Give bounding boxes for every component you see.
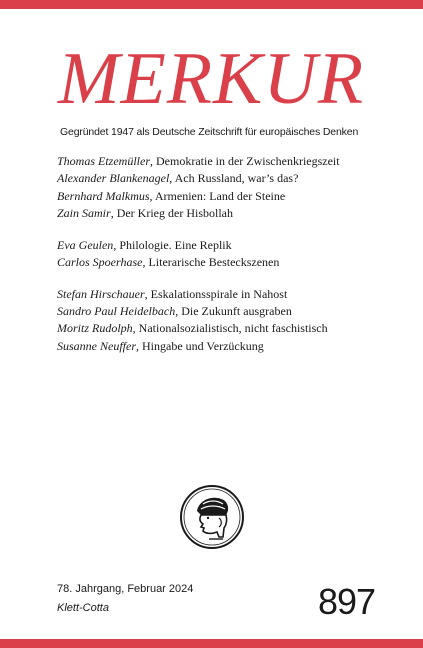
issue-info: 78. Jahrgang, Februar 2024	[57, 583, 194, 595]
toc-entry	[57, 237, 397, 254]
toc-author: Sandro Paul Heidelbach	[57, 304, 176, 319]
toc-entry	[57, 170, 397, 187]
toc-separator: ,	[169, 171, 175, 186]
toc-entry	[57, 254, 397, 271]
toc-group	[57, 153, 397, 222]
toc-separator: ,	[175, 304, 182, 319]
toc-separator: ,	[132, 321, 139, 336]
classical-head-profile-icon	[179, 484, 245, 550]
toc-separator: ,	[113, 237, 120, 252]
toc-group	[57, 237, 397, 272]
toc-separator: ,	[136, 338, 142, 353]
toc-separator: ,	[149, 188, 155, 203]
toc-author: Moritz Rudolph	[57, 321, 133, 336]
toc-author: Stefan Hirschauer	[57, 286, 145, 301]
publisher-name: Klett-Cotta	[57, 602, 109, 614]
toc-title: Philologie. Eine Replik	[119, 237, 232, 252]
toc-title: Armenien: Land der Steine	[154, 188, 286, 203]
issue-number: 897	[318, 581, 376, 622]
toc-separator: ,	[150, 154, 156, 168]
toc-entry	[57, 188, 397, 205]
toc-title: Ach Russland, war’s das?	[174, 171, 299, 186]
toc-title: Der Krieg der Hisbollah	[116, 205, 233, 220]
top-accent-bar	[0, 0, 423, 9]
toc-author: Thomas Etzemüller	[57, 154, 150, 168]
bottom-accent-bar	[0, 639, 423, 648]
toc-entry	[57, 286, 397, 303]
toc-separator: ,	[142, 254, 149, 269]
toc-group	[57, 286, 397, 355]
toc-entry	[57, 303, 397, 320]
magazine-subtitle: Gegründet 1947 als Deutsche Zeitschrift für europäisches Denken	[60, 126, 359, 138]
toc-entry	[57, 153, 397, 170]
toc-author: Eva Geulen	[57, 237, 114, 252]
toc-author: Bernhard Malkmus	[57, 188, 150, 203]
toc-title: Eskalationsspirale in Nahost	[150, 286, 288, 301]
toc-separator: ,	[144, 286, 151, 301]
toc-title: Literarische Besteckszenen	[148, 254, 280, 269]
toc-entry	[57, 338, 397, 355]
table-of-contents	[57, 153, 397, 369]
toc-title: Demokratie in der Zwischenkriegszeit	[156, 154, 340, 168]
toc-author: Alexander Blankenagel	[57, 171, 170, 186]
toc-author: Zain Samir	[57, 205, 111, 220]
toc-author: Carlos Spoerhase	[57, 254, 143, 269]
toc-title: Hingabe und Verzückung	[142, 338, 264, 353]
toc-author: Susanne Neuffer	[57, 338, 136, 353]
toc-separator: ,	[110, 205, 117, 220]
toc-title: Nationalsozialistisch, nicht faschistisch	[138, 321, 328, 336]
magazine-title: MERKUR	[58, 38, 365, 120]
toc-entry	[57, 320, 397, 337]
toc-title: Die Zukunft ausgraben	[181, 304, 292, 319]
toc-entry	[57, 205, 397, 222]
